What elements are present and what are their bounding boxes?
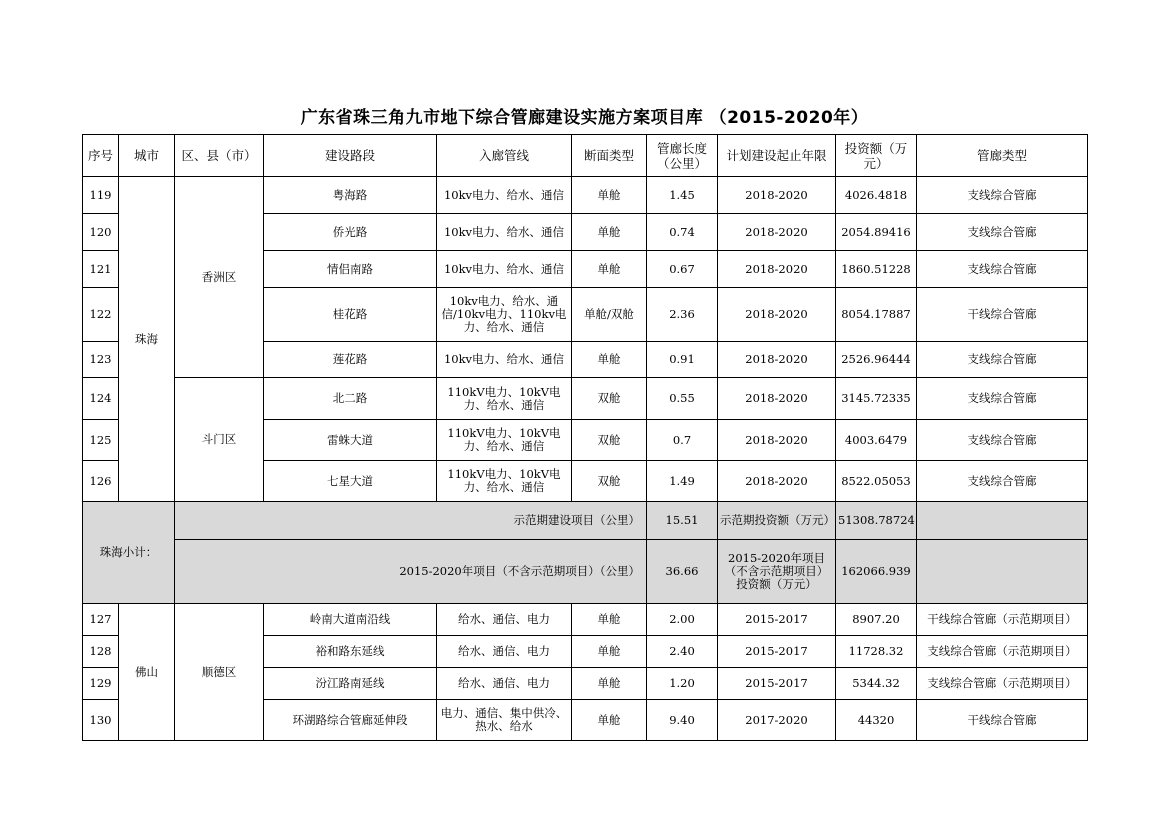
type-cell: 支线综合管廊	[917, 251, 1088, 288]
investment-cell: 2054.89416	[836, 214, 917, 251]
period-cell: 2018-2020	[718, 214, 836, 251]
investment-cell: 4003.6479	[836, 420, 917, 461]
demo-length-value: 15.51	[647, 502, 718, 540]
period-cell: 2018-2020	[718, 378, 836, 420]
demo-length-label: 示范期建设项目（公里）	[175, 502, 647, 540]
length-cell: 0.67	[647, 251, 718, 288]
pipes-cell: 10kv电力、给水、通信	[437, 177, 572, 214]
section-cell: 单舱	[572, 342, 647, 378]
table-row	[83, 177, 1088, 214]
type-cell: 干线综合管廊	[917, 288, 1088, 342]
seq-cell: 124	[83, 378, 119, 420]
subtotal-label: 珠海小计：	[83, 502, 175, 604]
pipes-cell: 给水、通信、电力	[437, 636, 572, 668]
period-cell: 2015-2017	[718, 604, 836, 636]
header-row	[83, 135, 1088, 177]
type-cell: 支线综合管廊	[917, 214, 1088, 251]
length-cell: 2.40	[647, 636, 718, 668]
period-cell: 2018-2020	[718, 288, 836, 342]
type-cell: 支线综合管廊	[917, 342, 1088, 378]
investment-cell: 3145.72335	[836, 378, 917, 420]
district-cell-doumen: 斗门区	[175, 378, 264, 502]
seq-cell: 126	[83, 461, 119, 502]
road-cell: 七星大道	[264, 461, 437, 502]
header-city: 城市	[119, 135, 175, 177]
subtotal-row-full	[83, 540, 1088, 604]
pipes-cell: 110kV电力、10kV电力、给水、通信	[437, 378, 572, 420]
header-period: 计划建设起止年限	[718, 135, 836, 177]
pipes-cell: 10kv电力、给水、通信/10kv电力、110kv电力、给水、通信	[437, 288, 572, 342]
seq-cell: 125	[83, 420, 119, 461]
length-cell: 0.74	[647, 214, 718, 251]
length-cell: 1.49	[647, 461, 718, 502]
header-road: 建设路段	[264, 135, 437, 177]
investment-cell: 8907.20	[836, 604, 917, 636]
section-cell: 单舱	[572, 636, 647, 668]
type-cell: 干线综合管廊（示范期项目）	[917, 604, 1088, 636]
type-cell: 支线综合管廊	[917, 378, 1088, 420]
pipes-cell: 给水、通信、电力	[437, 668, 572, 700]
section-cell: 单舱	[572, 177, 647, 214]
district-cell-shunde: 顺德区	[175, 604, 264, 741]
demo-invest-value: 51308.78724	[836, 502, 917, 540]
header-district: 区、县（市）	[175, 135, 264, 177]
pipes-cell: 给水、通信、电力	[437, 604, 572, 636]
pipes-cell: 10kv电力、给水、通信	[437, 251, 572, 288]
section-cell: 单舱/双舱	[572, 288, 647, 342]
length-cell: 0.91	[647, 342, 718, 378]
investment-cell: 11728.32	[836, 636, 917, 668]
full-invest-label: 2015-2020年项目（不含示范期项目）投资额（万元）	[718, 540, 836, 604]
header-seq: 序号	[83, 135, 119, 177]
length-cell: 1.20	[647, 668, 718, 700]
investment-cell: 2526.96444	[836, 342, 917, 378]
road-cell: 环湖路综合管廊延伸段	[264, 700, 437, 741]
table-row	[83, 604, 1088, 636]
seq-cell: 119	[83, 177, 119, 214]
road-cell: 侨光路	[264, 214, 437, 251]
section-cell: 单舱	[572, 604, 647, 636]
road-cell: 雷蛛大道	[264, 420, 437, 461]
investment-cell: 5344.32	[836, 668, 917, 700]
section-cell: 双舱	[572, 461, 647, 502]
investment-cell: 8054.17887	[836, 288, 917, 342]
length-cell: 9.40	[647, 700, 718, 741]
full-length-value: 36.66	[647, 540, 718, 604]
period-cell: 2018-2020	[718, 177, 836, 214]
period-cell: 2015-2017	[718, 636, 836, 668]
seq-cell: 122	[83, 288, 119, 342]
section-cell: 单舱	[572, 214, 647, 251]
document-title: 广东省珠三角九市地下综合管廊建设实施方案项目库 （2015-2020年）	[300, 108, 869, 128]
period-cell: 2018-2020	[718, 420, 836, 461]
length-cell: 0.7	[647, 420, 718, 461]
road-cell: 桂花路	[264, 288, 437, 342]
investment-cell: 44320	[836, 700, 917, 741]
district-cell-xiangzhou: 香洲区	[175, 177, 264, 378]
road-cell: 岭南大道南沿线	[264, 604, 437, 636]
road-cell: 汾江路南延线	[264, 668, 437, 700]
period-cell: 2018-2020	[718, 461, 836, 502]
seq-cell: 123	[83, 342, 119, 378]
period-cell: 2018-2020	[718, 342, 836, 378]
pipes-cell: 10kv电力、给水、通信	[437, 342, 572, 378]
empty-cell	[917, 502, 1088, 540]
period-cell: 2015-2017	[718, 668, 836, 700]
city-cell-foshan: 佛山	[119, 604, 175, 741]
empty-cell	[917, 540, 1088, 604]
period-cell: 2017-2020	[718, 700, 836, 741]
pipes-cell: 110kV电力、10kV电力、给水、通信	[437, 420, 572, 461]
road-cell: 情侣南路	[264, 251, 437, 288]
project-table	[82, 134, 1088, 741]
table-row	[83, 378, 1088, 420]
length-cell: 2.36	[647, 288, 718, 342]
section-cell: 单舱	[572, 251, 647, 288]
pipes-cell: 电力、通信、集中供冷、热水、给水	[437, 700, 572, 741]
full-invest-value: 162066.939	[836, 540, 917, 604]
seq-cell: 127	[83, 604, 119, 636]
header-investment: 投资额（万元）	[836, 135, 917, 177]
full-length-label: 2015-2020年项目（不含示范期项目）（公里）	[175, 540, 647, 604]
type-cell: 支线综合管廊	[917, 177, 1088, 214]
type-cell: 干线综合管廊	[917, 700, 1088, 741]
seq-cell: 121	[83, 251, 119, 288]
road-cell: 粤海路	[264, 177, 437, 214]
subtotal-row-demo	[83, 502, 1088, 540]
section-cell: 双舱	[572, 420, 647, 461]
road-cell: 莲花路	[264, 342, 437, 378]
section-cell: 单舱	[572, 668, 647, 700]
header-type: 管廊类型	[917, 135, 1088, 177]
road-cell: 裕和路东延线	[264, 636, 437, 668]
seq-cell: 130	[83, 700, 119, 741]
seq-cell: 129	[83, 668, 119, 700]
type-cell: 支线综合管廊	[917, 461, 1088, 502]
length-cell: 1.45	[647, 177, 718, 214]
seq-cell: 128	[83, 636, 119, 668]
period-cell: 2018-2020	[718, 251, 836, 288]
type-cell: 支线综合管廊（示范期项目）	[917, 636, 1088, 668]
header-pipes: 入廊管线	[437, 135, 572, 177]
length-cell: 2.00	[647, 604, 718, 636]
pipes-cell: 110kV电力、10kV电力、给水、通信	[437, 461, 572, 502]
header-section: 断面类型	[572, 135, 647, 177]
demo-invest-label: 示范期投资额（万元）	[718, 502, 836, 540]
investment-cell: 1860.51228	[836, 251, 917, 288]
header-length: 管廊长度（公里）	[647, 135, 718, 177]
type-cell: 支线综合管廊（示范期项目）	[917, 668, 1088, 700]
section-cell: 双舱	[572, 378, 647, 420]
city-cell-zhuhai: 珠海	[119, 177, 175, 502]
seq-cell: 120	[83, 214, 119, 251]
type-cell: 支线综合管廊	[917, 420, 1088, 461]
road-cell: 北二路	[264, 378, 437, 420]
pipes-cell: 10kv电力、给水、通信	[437, 214, 572, 251]
investment-cell: 8522.05053	[836, 461, 917, 502]
length-cell: 0.55	[647, 378, 718, 420]
investment-cell: 4026.4818	[836, 177, 917, 214]
section-cell: 单舱	[572, 700, 647, 741]
